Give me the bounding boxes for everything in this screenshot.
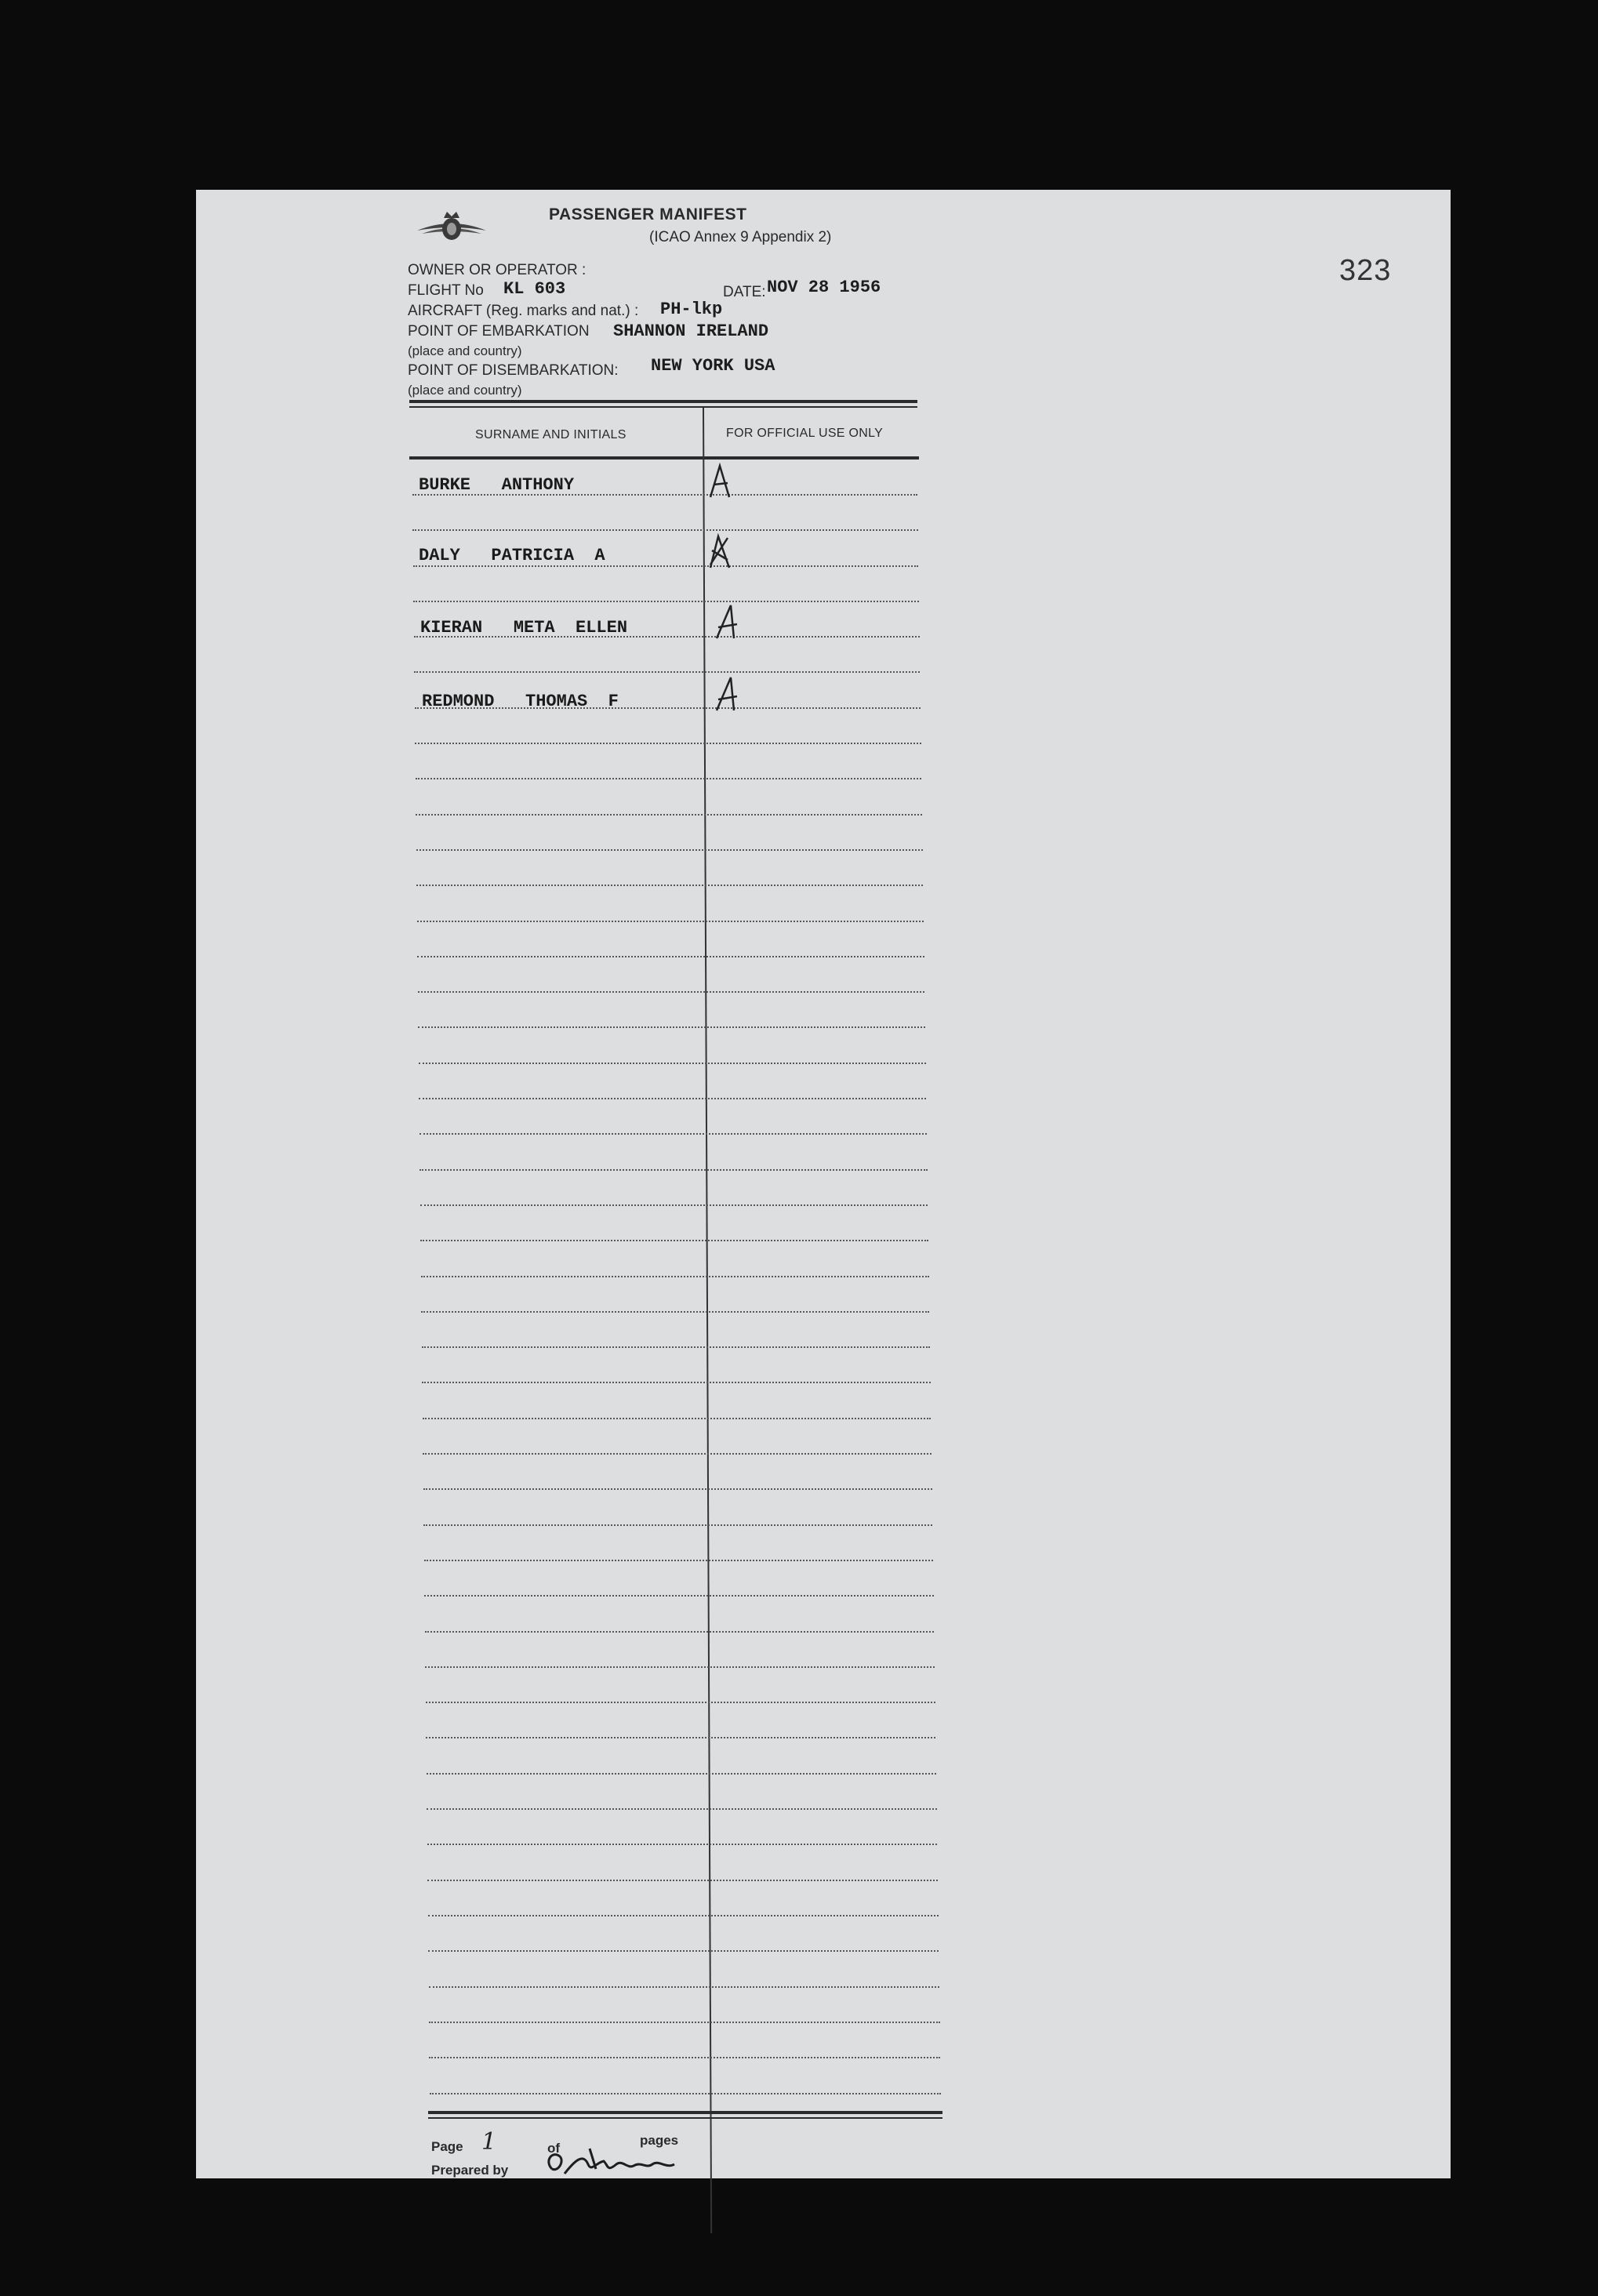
embark-sublabel: (place and country) (408, 343, 522, 358)
table-row-line (428, 1950, 939, 1952)
passenger-name: KIERAN META ELLEN (420, 618, 628, 638)
table-row-line (416, 778, 921, 779)
table-row-line (417, 956, 924, 957)
table-row-line (419, 1133, 927, 1135)
table-row-line (416, 849, 923, 851)
table-row-line (417, 921, 924, 922)
footer-rule-top (428, 2111, 942, 2114)
embark-label: POINT OF EMBARKATION (408, 323, 590, 340)
footer-prepared-label: Prepared by (431, 2163, 509, 2178)
disembark-sublabel: (place and country) (408, 383, 522, 398)
table-row-line (424, 1595, 934, 1597)
table-row-line (425, 1631, 935, 1633)
table-row-line (429, 1986, 939, 1988)
table-row-line (416, 814, 922, 816)
official-check-mark-icon (706, 463, 735, 500)
table-row-line (413, 565, 918, 567)
header-rule-bottom (409, 456, 919, 460)
flight-label: FLIGHT No (408, 282, 484, 299)
date-label: DATE: (723, 284, 766, 300)
column-header-official-use: FOR OFFICIAL USE ONLY (726, 427, 884, 440)
manifest-page (196, 190, 1451, 2178)
preparer-signature-icon (541, 2145, 682, 2178)
footer-page-label: Page (431, 2139, 463, 2154)
table-row-line (420, 1204, 928, 1206)
table-row-line (422, 1346, 930, 1348)
table-row-line (426, 1702, 935, 1703)
table-row-line (423, 1524, 932, 1526)
table-row-line (420, 1240, 928, 1241)
table-row-line (419, 1063, 926, 1064)
header-rule-top-thin (409, 406, 917, 408)
disembark-value: NEW YORK USA (651, 356, 775, 376)
table-row-line (415, 743, 921, 744)
table-row-line (423, 1453, 932, 1455)
table-row-line (423, 1488, 932, 1490)
column-header-surname: SURNAME AND INITIALS (475, 428, 626, 441)
header-rule-top (409, 400, 917, 403)
document-title: PASSENGER MANIFEST (549, 205, 747, 223)
flight-value: KL 603 (503, 279, 566, 299)
table-row-line (423, 1418, 932, 1419)
table-row-line (421, 1311, 929, 1313)
column-divider (703, 408, 712, 2233)
table-row-line (421, 1276, 929, 1277)
footer-of-label: of (547, 2141, 561, 2156)
table-row-line (424, 1560, 933, 1561)
table-row-line (419, 1098, 926, 1099)
table-row-line (429, 2022, 940, 2023)
table-row-line (427, 1880, 938, 1881)
table-row-line (422, 1382, 930, 1383)
official-check-mark-icon (714, 604, 743, 641)
owner-label: OWNER OR OPERATOR : (408, 262, 587, 278)
aircraft-value: PH-lkp (660, 300, 723, 319)
table-row-line (413, 601, 919, 602)
footer-rule-top-thin (428, 2117, 942, 2119)
table-row-line (428, 1915, 939, 1916)
table-row-line (416, 885, 923, 886)
page-stamp-number: 323 (1339, 254, 1392, 287)
table-row-line (412, 529, 917, 531)
table-row-line (429, 2057, 940, 2058)
table-row-line (427, 1773, 936, 1775)
date-value: NOV 28 1956 (767, 278, 881, 297)
official-check-mark-icon (706, 533, 735, 571)
document-subtitle: (ICAO Annex 9 Appendix 2) (649, 229, 832, 245)
passenger-name: DALY PATRICIA A (419, 546, 605, 565)
footer-pages-label: pages (640, 2133, 679, 2148)
embark-value: SHANNON IRELAND (613, 322, 769, 341)
table-row-line (427, 1844, 938, 1845)
footer-page-value: 1 (481, 2128, 497, 2156)
disembark-label: POINT OF DISEMBARKATION: (408, 362, 619, 379)
airline-crown-logo-icon (414, 210, 489, 248)
table-row-line (419, 1169, 927, 1171)
passenger-name: REDMOND THOMAS F (422, 692, 619, 711)
official-check-mark-icon (714, 676, 743, 714)
aircraft-label: AIRCRAFT (Reg. marks and nat.) : (408, 303, 639, 319)
table-row-line (425, 1666, 935, 1668)
table-row-line (426, 1737, 935, 1738)
table-row-line (418, 1026, 925, 1028)
table-row-line (414, 671, 920, 673)
passenger-name: BURKE ANTHONY (419, 475, 575, 495)
table-row-line (427, 1808, 937, 1810)
table-row-line (430, 2093, 941, 2094)
table-row-line (418, 991, 924, 993)
